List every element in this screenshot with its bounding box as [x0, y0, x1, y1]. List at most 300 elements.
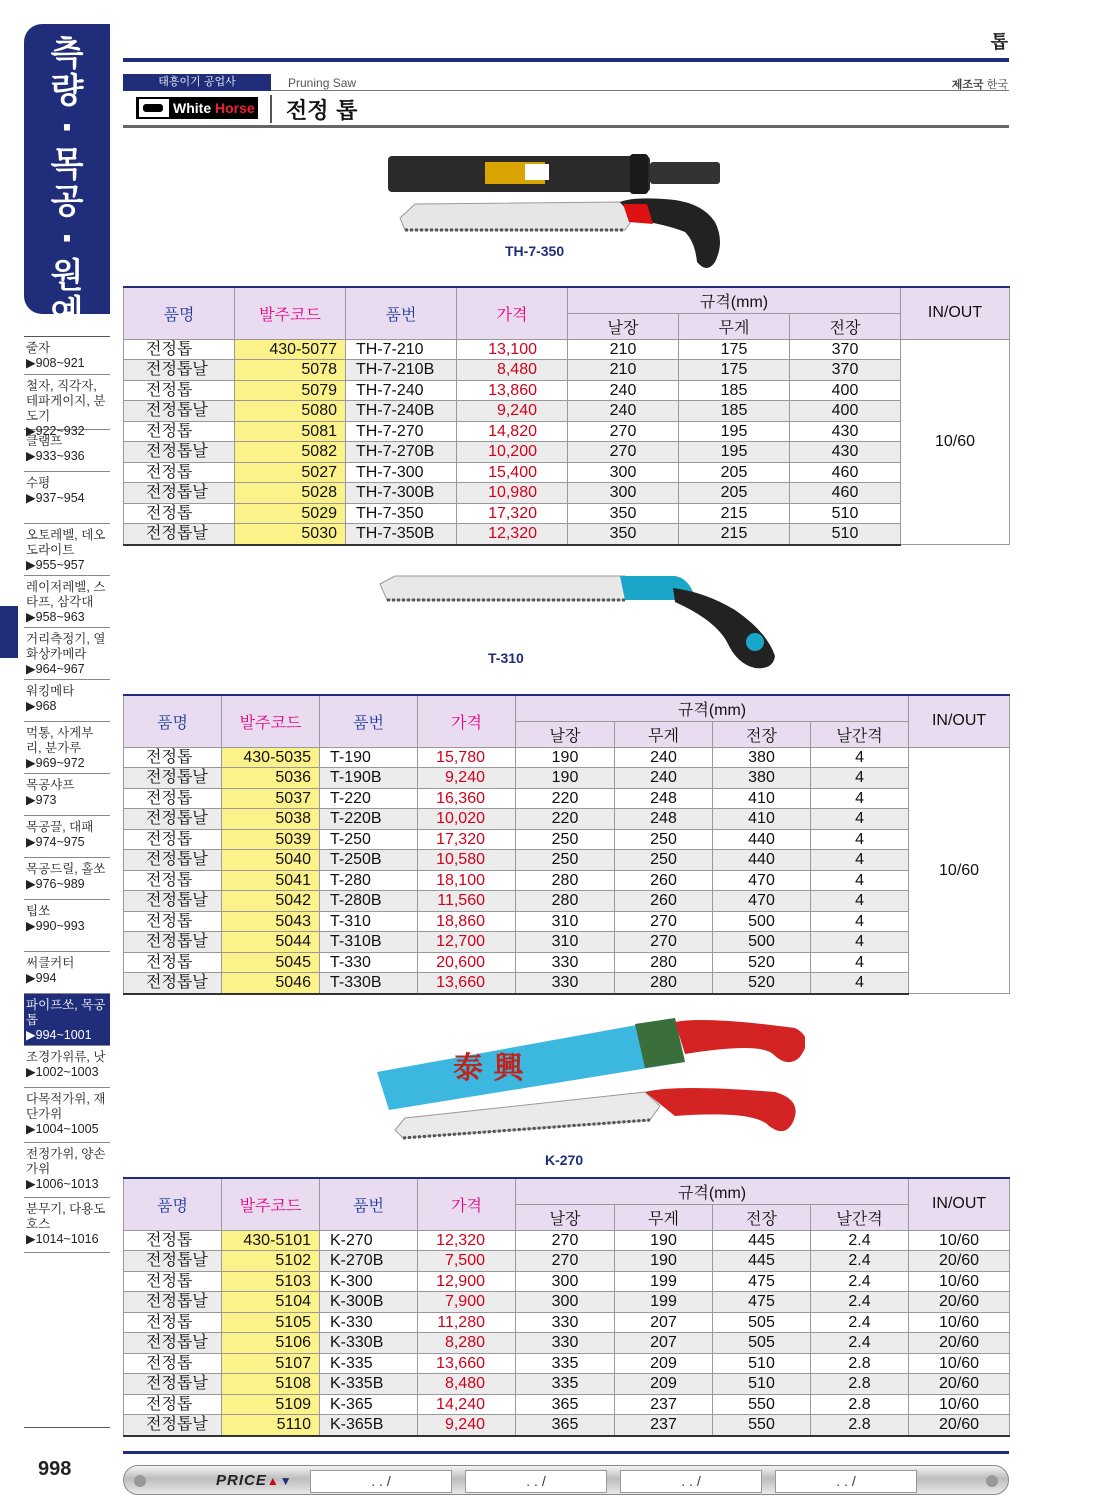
cell-model: K-300B — [320, 1292, 418, 1313]
sidebar-item[interactable] — [24, 722, 110, 774]
page-number: 998 — [38, 1458, 72, 1480]
cell-name: 전정톱날 — [124, 401, 235, 422]
cell-price: 9,240 — [418, 768, 516, 789]
table-row — [124, 932, 1010, 953]
sidebar-item[interactable] — [24, 816, 110, 858]
cell-spec: 199 — [615, 1292, 713, 1313]
header-length: 전장 — [790, 313, 901, 339]
header-divider — [271, 90, 1009, 91]
spec-table-3 — [123, 1177, 1010, 1437]
table-row — [124, 1394, 1010, 1415]
cell-model: TH-7-350 — [346, 503, 457, 524]
table-row — [124, 891, 1010, 912]
image-caption-2: T-310 — [488, 650, 524, 666]
sidebar-item[interactable] — [24, 430, 110, 472]
cell-code: 5046 — [222, 973, 320, 994]
cell-name: 전정톱 — [124, 911, 222, 932]
cell-name: 전정톱 — [124, 503, 235, 524]
cell-spec: 2.4 — [811, 1333, 909, 1354]
sidebar-item-label: 목공끌, 대패 — [26, 820, 94, 834]
cell-code: 5079 — [235, 380, 346, 401]
spec-table-1 — [123, 286, 1010, 546]
cell-spec: 175 — [679, 339, 790, 360]
sidebar-item-label: 오토레벨, 데오도라이트 — [26, 528, 106, 557]
cell-spec: 237 — [615, 1415, 713, 1436]
table-row — [124, 1292, 1010, 1313]
header-name: 품명 — [124, 1178, 222, 1230]
cell-spec: 500 — [713, 911, 811, 932]
cell-code: 430-5077 — [235, 339, 346, 360]
cell-spec: 4 — [811, 973, 909, 994]
cell-name: 전정톱 — [124, 952, 222, 973]
sidebar-item[interactable] — [24, 774, 110, 816]
cell-inout: 10/60 — [909, 1271, 1010, 1292]
cell-spec: 300 — [568, 483, 679, 504]
cell-name: 전정톱날 — [124, 483, 235, 504]
cell-code: 5108 — [222, 1374, 320, 1395]
sidebar-item-pages: ▶1006~1013 — [26, 1177, 99, 1191]
cell-model: T-220 — [320, 788, 418, 809]
table-row — [124, 768, 1010, 789]
cell-model: K-365 — [320, 1394, 418, 1415]
cell-code: 5110 — [222, 1415, 320, 1436]
cell-spec: 4 — [811, 788, 909, 809]
section-tab[interactable] — [24, 24, 110, 333]
cell-spec: 520 — [713, 973, 811, 994]
cell-spec: 205 — [679, 483, 790, 504]
cell-spec: 2.4 — [811, 1271, 909, 1292]
header-price: 가격 — [418, 1178, 516, 1230]
sidebar-item-pages: ▶964~967 — [26, 662, 85, 676]
header-weight: 무게 — [615, 721, 713, 747]
cell-price: 10,200 — [457, 442, 568, 463]
header-inout: IN/OUT — [909, 1178, 1010, 1230]
cell-name: 전정톱날 — [124, 360, 235, 381]
cell-code: 5109 — [222, 1394, 320, 1415]
cell-inout: 20/60 — [909, 1251, 1010, 1272]
cell-code: 5042 — [222, 891, 320, 912]
cell-spec: 300 — [516, 1292, 615, 1313]
cell-price: 18,860 — [418, 911, 516, 932]
cell-name: 전정톱날 — [124, 1292, 222, 1313]
sidebar-item[interactable] — [24, 1143, 110, 1198]
cell-price: 8,280 — [418, 1333, 516, 1354]
header-name: 품명 — [124, 287, 235, 339]
cell-spec: 510 — [790, 524, 901, 545]
maker-label: 태흥이기 공업사 — [123, 74, 271, 91]
section-tab-char: · — [60, 108, 74, 148]
cell-code: 5038 — [222, 809, 320, 830]
sidebar-item-label: 목공샤프 — [26, 778, 75, 792]
sidebar-item-pages: ▶973 — [26, 793, 57, 807]
sidebar-item[interactable] — [24, 952, 110, 994]
category-label: 톱 — [990, 32, 1008, 53]
cell-name: 전정톱 — [124, 1230, 222, 1251]
section-tab-char: 예 — [50, 293, 84, 333]
header-price: 가격 — [457, 287, 568, 339]
header-code: 발주코드 — [222, 1178, 320, 1230]
cell-name: 전정톱 — [124, 339, 235, 360]
sidebar-item-pages: ▶908~921 — [26, 356, 85, 370]
cell-spec: 4 — [811, 952, 909, 973]
sidebar-item[interactable] — [24, 628, 110, 680]
sidebar-item[interactable] — [24, 375, 110, 438]
header-spec: 규격(mm) — [516, 695, 909, 721]
cell-price: 10,980 — [457, 483, 568, 504]
cell-name: 전정톱날 — [124, 850, 222, 871]
sidebar-item-label: 철자, 직각자, 테파게이지, 분도기 — [26, 379, 106, 423]
cell-name: 전정톱 — [124, 747, 222, 768]
sidebar-item[interactable] — [24, 1046, 110, 1088]
spec-table-2 — [123, 694, 1010, 995]
cell-price: 9,240 — [418, 1415, 516, 1436]
sidebar-item-pages: ▶1004~1005 — [26, 1122, 99, 1136]
cell-spec: 190 — [615, 1251, 713, 1272]
cell-name: 전정톱날 — [124, 891, 222, 912]
cell-spec: 207 — [615, 1333, 713, 1354]
sidebar-item-pages: ▶958~963 — [26, 610, 85, 624]
cell-spec: 445 — [713, 1230, 811, 1251]
horse-icon — [139, 99, 169, 117]
table-row — [124, 911, 1010, 932]
cell-price: 13,660 — [418, 973, 516, 994]
cell-spec: 510 — [713, 1374, 811, 1395]
section-tab-char: · — [60, 219, 74, 259]
cell-spec: 440 — [713, 850, 811, 871]
cell-spec: 370 — [790, 339, 901, 360]
cell-code: 5107 — [222, 1353, 320, 1374]
sidebar-item[interactable] — [24, 524, 110, 576]
cell-price: 10,580 — [418, 850, 516, 871]
price-bar — [123, 1465, 1009, 1495]
table-row — [124, 1333, 1010, 1354]
cell-spec: 190 — [615, 1230, 713, 1251]
top-rule — [123, 58, 1009, 62]
sidebar-item-pages: ▶990~993 — [26, 919, 85, 933]
cell-code: 430-5101 — [222, 1230, 320, 1251]
table-row — [124, 870, 1010, 891]
table-row — [124, 503, 1010, 524]
section-tab-char: 량 — [50, 71, 84, 111]
cell-name: 전정톱날 — [124, 932, 222, 953]
cell-price: 8,480 — [457, 360, 568, 381]
price-slot-2[interactable]: . . / — [465, 1470, 607, 1493]
cell-price: 11,560 — [418, 891, 516, 912]
cell-name: 전정톱 — [124, 421, 235, 442]
cell-spec: 190 — [516, 768, 615, 789]
title-rule — [123, 125, 1009, 128]
cell-price: 11,280 — [418, 1312, 516, 1333]
cell-spec: 500 — [713, 932, 811, 953]
cell-spec: 550 — [713, 1415, 811, 1436]
cell-spec: 270 — [615, 932, 713, 953]
cell-spec: 335 — [516, 1374, 615, 1395]
cell-price: 10,020 — [418, 809, 516, 830]
cell-spec: 4 — [811, 850, 909, 871]
sidebar-item-label: 먹통, 사게부리, 분가루 — [26, 726, 94, 755]
cell-name: 전정톱날 — [124, 809, 222, 830]
image-brand-glyph: 泰 興 — [453, 1051, 524, 1086]
table-row — [124, 421, 1010, 442]
origin-value: 한국 — [986, 79, 1008, 91]
price-label-text: PRICE — [216, 1472, 267, 1489]
cell-name: 전정톱날 — [124, 1374, 222, 1395]
cell-model: TH-7-270 — [346, 421, 457, 442]
header-weight: 무게 — [679, 313, 790, 339]
cell-inout: 10/60 — [909, 1230, 1010, 1251]
cell-spec: 210 — [568, 339, 679, 360]
cell-spec: 460 — [790, 483, 901, 504]
header-blade: 날장 — [516, 721, 615, 747]
sidebar-item-label: 써클커터 — [26, 956, 75, 970]
cell-code: 5103 — [222, 1271, 320, 1292]
sidebar-item[interactable] — [24, 858, 110, 900]
cell-price: 7,500 — [418, 1251, 516, 1272]
cell-spec: 445 — [713, 1251, 811, 1272]
sidebar-bottom-divider — [24, 1427, 110, 1428]
cell-spec: 2.4 — [811, 1251, 909, 1272]
cell-spec: 248 — [615, 809, 713, 830]
cell-spec: 330 — [516, 1312, 615, 1333]
cell-spec: 215 — [679, 503, 790, 524]
sidebar-item-label: 전정가위, 양손가위 — [26, 1147, 106, 1176]
cell-spec: 470 — [713, 891, 811, 912]
cell-spec: 4 — [811, 747, 909, 768]
cell-code: 5037 — [222, 788, 320, 809]
cell-code: 430-5035 — [222, 747, 320, 768]
cell-price: 15,400 — [457, 462, 568, 483]
cell-model: K-335B — [320, 1374, 418, 1395]
sidebar-item[interactable] — [24, 994, 110, 1046]
table-row — [124, 1353, 1010, 1374]
cell-price: 18,100 — [418, 870, 516, 891]
sidebar-item-label: 레이저레벨, 스타프, 삼각대 — [26, 580, 106, 609]
cell-code: 5039 — [222, 829, 320, 850]
cell-price: 17,320 — [457, 503, 568, 524]
sidebar-item-label: 파이프쏘, 목공톱 — [26, 998, 106, 1027]
section-tab-char: 원 — [50, 256, 84, 296]
cell-code: 5044 — [222, 932, 320, 953]
cell-spec: 520 — [713, 952, 811, 973]
table-row — [124, 462, 1010, 483]
price-slot-4[interactable]: . . / — [775, 1470, 917, 1493]
cell-name: 전정톱 — [124, 1394, 222, 1415]
cell-model: K-270B — [320, 1251, 418, 1272]
cell-code: 5040 — [222, 850, 320, 871]
table-row — [124, 1415, 1010, 1436]
cell-model: K-330 — [320, 1312, 418, 1333]
cell-spec: 300 — [516, 1271, 615, 1292]
table-row — [124, 524, 1010, 545]
cell-spec: 440 — [713, 829, 811, 850]
cell-model: TH-7-210B — [346, 360, 457, 381]
cell-price: 16,360 — [418, 788, 516, 809]
sidebar-item-pages: ▶968 — [26, 699, 57, 713]
table-row — [124, 1251, 1010, 1272]
cell-model: T-250 — [320, 829, 418, 850]
cell-spec: 505 — [713, 1333, 811, 1354]
cell-price: 9,240 — [457, 401, 568, 422]
sidebar-item[interactable] — [24, 337, 110, 375]
cell-name: 전정톱 — [124, 462, 235, 483]
cell-spec: 400 — [790, 401, 901, 422]
cell-price: 13,100 — [457, 339, 568, 360]
cell-model: T-250B — [320, 850, 418, 871]
cell-spec: 250 — [615, 829, 713, 850]
header-pitch: 날간격 — [811, 1204, 909, 1230]
cell-price: 20,600 — [418, 952, 516, 973]
cell-spec: 190 — [516, 747, 615, 768]
cell-code: 5104 — [222, 1292, 320, 1313]
cell-model: TH-7-210 — [346, 339, 457, 360]
cell-price: 8,480 — [418, 1374, 516, 1395]
header-length: 전장 — [713, 1204, 811, 1230]
cell-name: 전정톱 — [124, 1271, 222, 1292]
table-row — [124, 1312, 1010, 1333]
cell-spec: 270 — [516, 1230, 615, 1251]
cell-name: 전정톱 — [124, 1312, 222, 1333]
image-caption-1: TH-7-350 — [505, 243, 565, 259]
cell-model: T-190 — [320, 747, 418, 768]
table-row — [124, 380, 1010, 401]
cell-spec: 4 — [811, 768, 909, 789]
header-spec: 규격(mm) — [568, 287, 901, 313]
cell-spec: 250 — [516, 850, 615, 871]
table-row — [124, 339, 1010, 360]
cell-model: T-330B — [320, 973, 418, 994]
header-blade: 날장 — [516, 1204, 615, 1230]
cell-price: 12,320 — [418, 1230, 516, 1251]
sidebar-item[interactable] — [24, 680, 110, 722]
cell-spec: 195 — [679, 442, 790, 463]
price-slot-1[interactable]: . . / — [310, 1470, 452, 1493]
cell-spec: 199 — [615, 1271, 713, 1292]
sidebar-item[interactable] — [24, 472, 110, 524]
header-code: 발주코드 — [222, 695, 320, 747]
cell-code: 5028 — [235, 483, 346, 504]
cell-spec: 270 — [516, 1251, 615, 1272]
table-row — [124, 1374, 1010, 1395]
cell-model: T-220B — [320, 809, 418, 830]
cell-code: 5045 — [222, 952, 320, 973]
cell-price: 17,320 — [418, 829, 516, 850]
price-slot-3[interactable]: . . / — [620, 1470, 762, 1493]
cell-code: 5029 — [235, 503, 346, 524]
cell-price: 15,780 — [418, 747, 516, 768]
cell-name: 전정톱날 — [124, 973, 222, 994]
table-row — [124, 850, 1010, 871]
sidebar-item-label: 다목적가위, 재단가위 — [26, 1092, 106, 1121]
cell-spec: 2.4 — [811, 1312, 909, 1333]
cell-spec: 205 — [679, 462, 790, 483]
cell-price: 12,900 — [418, 1271, 516, 1292]
cell-model: TH-7-240 — [346, 380, 457, 401]
cell-spec: 250 — [516, 829, 615, 850]
header-spec: 규격(mm) — [516, 1178, 909, 1204]
sidebar-item-label: 조경가위류, 낫 — [26, 1050, 106, 1064]
table-row — [124, 1271, 1010, 1292]
brand-red: Horse — [215, 100, 255, 116]
sidebar-item[interactable] — [24, 576, 110, 628]
cell-code: 5078 — [235, 360, 346, 381]
sidebar-item-label: 클램프 — [26, 434, 63, 448]
header-model: 품번 — [346, 287, 457, 339]
title-separator — [270, 95, 272, 123]
table-row — [124, 788, 1010, 809]
cell-inout: 20/60 — [909, 1333, 1010, 1354]
cell-spec: 260 — [615, 891, 713, 912]
cell-spec: 475 — [713, 1271, 811, 1292]
cell-model: T-280 — [320, 870, 418, 891]
cell-spec: 470 — [713, 870, 811, 891]
cell-price: 14,820 — [457, 421, 568, 442]
cell-spec: 310 — [516, 911, 615, 932]
cell-code: 5027 — [235, 462, 346, 483]
sidebar-marker — [0, 606, 18, 658]
cell-spec: 250 — [615, 850, 713, 871]
down-arrow-icon: ▼ — [279, 1474, 293, 1488]
cell-spec: 240 — [568, 380, 679, 401]
cell-model: TH-7-300B — [346, 483, 457, 504]
sidebar-item[interactable] — [24, 900, 110, 952]
cell-name: 전정톱 — [124, 870, 222, 891]
cell-spec: 237 — [615, 1394, 713, 1415]
sidebar-item-pages: ▶974~975 — [26, 835, 85, 849]
cell-inout: 10/60 — [909, 1312, 1010, 1333]
cell-price: 14,240 — [418, 1394, 516, 1415]
cell-code: 5105 — [222, 1312, 320, 1333]
cell-spec: 475 — [713, 1292, 811, 1313]
cell-price: 13,860 — [457, 380, 568, 401]
sidebar-item-pages: ▶1002~1003 — [26, 1065, 99, 1079]
cell-inout: 20/60 — [909, 1374, 1010, 1395]
section-tab-char: 공 — [50, 182, 84, 222]
header-blade: 날장 — [568, 313, 679, 339]
sidebar-item-label: 거리측정기, 열화상카메라 — [26, 632, 106, 661]
header-price: 가격 — [418, 695, 516, 747]
cell-spec: 350 — [568, 503, 679, 524]
cell-model: T-330 — [320, 952, 418, 973]
cell-spec: 2.8 — [811, 1374, 909, 1395]
cell-code: 5081 — [235, 421, 346, 442]
cell-spec: 248 — [615, 788, 713, 809]
cell-name: 전정톱날 — [124, 1415, 222, 1436]
sidebar-item[interactable] — [24, 1088, 110, 1143]
cell-spec: 505 — [713, 1312, 811, 1333]
cell-spec: 410 — [713, 788, 811, 809]
cell-spec: 365 — [516, 1394, 615, 1415]
sidebar-index — [24, 336, 110, 1253]
cell-name: 전정톱날 — [124, 1251, 222, 1272]
cell-model: T-310B — [320, 932, 418, 953]
cell-spec: 550 — [713, 1394, 811, 1415]
cell-spec: 2.4 — [811, 1292, 909, 1313]
cell-model: TH-7-240B — [346, 401, 457, 422]
cell-code: 5041 — [222, 870, 320, 891]
cell-spec: 510 — [790, 503, 901, 524]
price-label — [216, 1472, 293, 1489]
sidebar-item-pages: ▶976~989 — [26, 877, 85, 891]
cell-name: 전정톱날 — [124, 442, 235, 463]
cell-spec: 430 — [790, 442, 901, 463]
cell-spec: 270 — [568, 421, 679, 442]
sidebar-item-label: 목공드릴, 홀쏘 — [26, 862, 106, 876]
table-row — [124, 401, 1010, 422]
cell-spec: 260 — [615, 870, 713, 891]
table-row — [124, 809, 1010, 830]
bar-cap-right — [986, 1475, 998, 1487]
sidebar-item[interactable] — [24, 1198, 110, 1253]
